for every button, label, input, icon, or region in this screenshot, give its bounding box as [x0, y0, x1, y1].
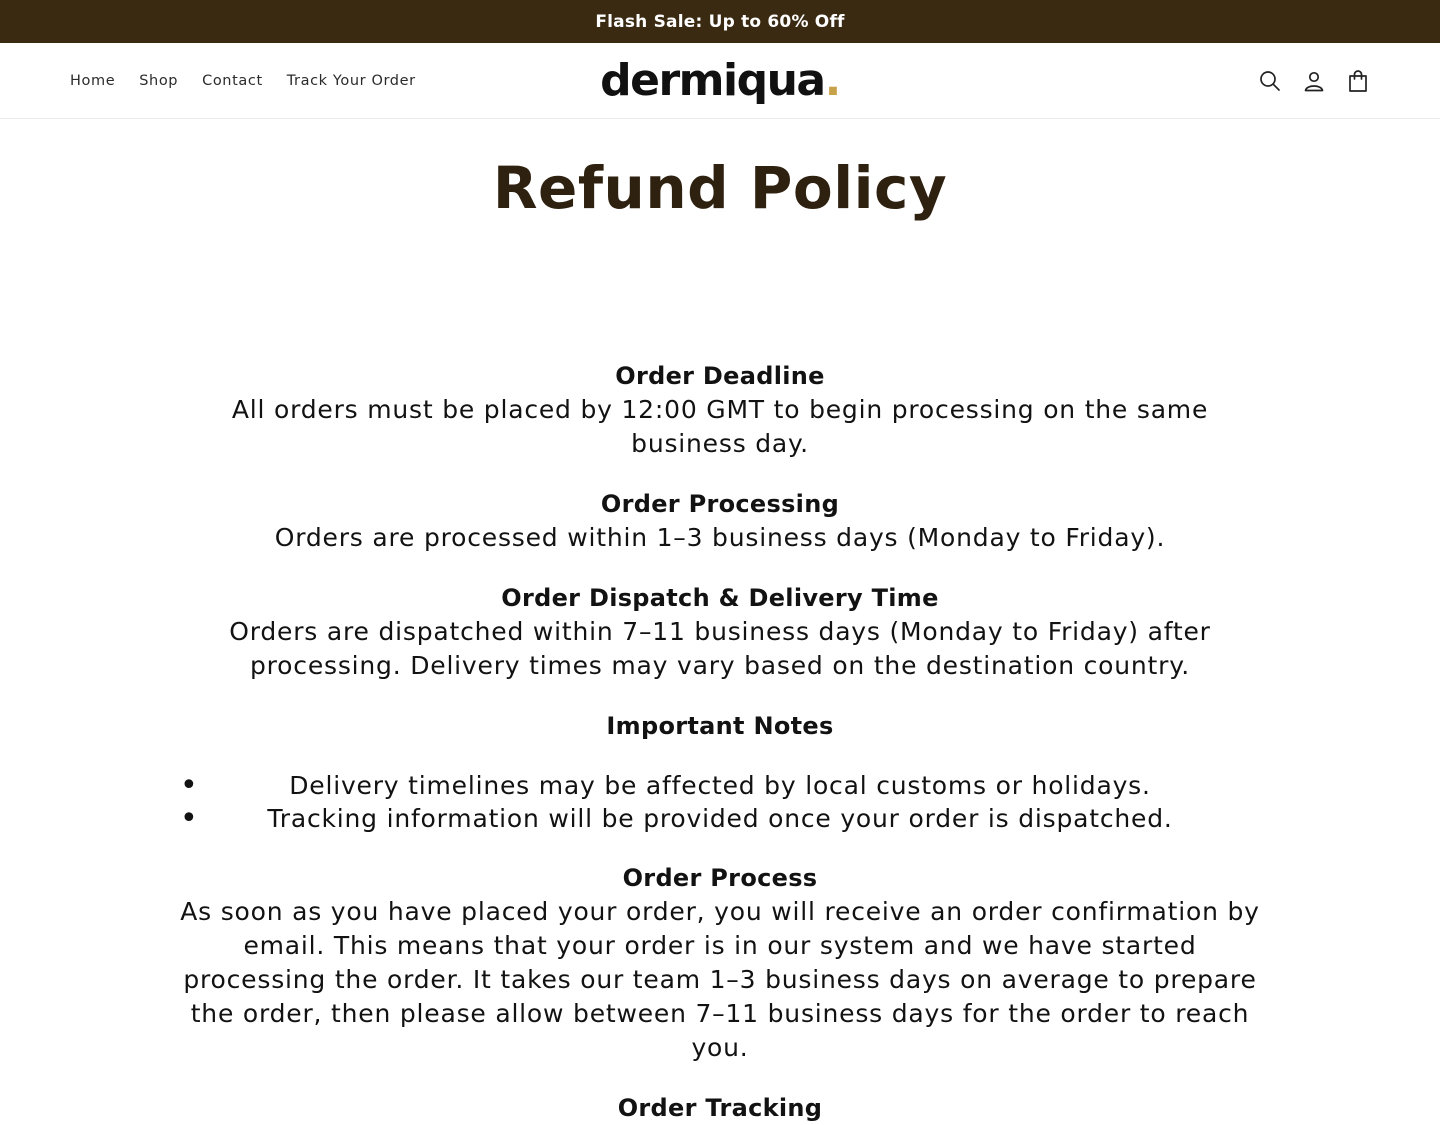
section-heading-important-notes: Important Notes — [606, 711, 834, 740]
important-notes-list — [175, 769, 1265, 835]
announcement-text: Flash Sale: Up to 60% Off — [595, 11, 845, 32]
logo-text: dermiqua — [600, 54, 825, 106]
account-icon[interactable] — [1302, 69, 1326, 93]
list-item: • Tracking information will be provided once your order is dispatched. — [175, 802, 1265, 835]
section-heading-order-processing: Order Processing — [600, 489, 840, 518]
logo-dot: . — [824, 54, 840, 106]
section-heading-order-process: Order Process — [622, 863, 818, 892]
announcement-bar — [0, 0, 1440, 43]
main-nav — [70, 73, 416, 89]
section-text-dispatch-delivery: Orders are dispatched within 7–11 business days (Monday to Friday) after processing. Delivery times may vary based on the destination country. — [229, 616, 1211, 680]
nav-shop[interactable]: Shop — [139, 72, 179, 89]
nav-contact[interactable]: Contact — [202, 72, 263, 89]
header-icons — [1258, 69, 1370, 93]
cart-icon[interactable] — [1346, 69, 1370, 93]
nav-home[interactable]: Home — [70, 72, 116, 89]
page-title: Refund Policy — [492, 154, 948, 222]
site-logo[interactable] — [600, 54, 840, 106]
section-heading-order-deadline: Order Deadline — [615, 361, 825, 390]
section-heading-order-tracking: Order Tracking — [617, 1093, 823, 1122]
site-header — [0, 43, 1440, 119]
list-item: • Delivery timelines may be affected by local customs or holidays. — [175, 769, 1265, 802]
search-icon[interactable] — [1258, 69, 1282, 93]
nav-track-your-order[interactable]: Track Your Order — [286, 72, 416, 89]
section-text-order-deadline: All orders must be placed by 12:00 GMT to begin processing on the same business day. — [231, 394, 1209, 458]
main-content — [0, 154, 1440, 1125]
section-text-order-process: As soon as you have placed your order, you will receive an order confirmation by email. This means that your order is in our system and we have started processing the order. It takes our team 1–3 business days on average to prepare the order, then please allow between 7–11 business days for the order to reach you. — [180, 896, 1260, 1062]
section-heading-dispatch-delivery: Order Dispatch & Delivery Time — [501, 583, 939, 612]
policy-content — [175, 359, 1265, 1125]
section-text-order-processing: Orders are processed within 1–3 business days (Monday to Friday). — [274, 522, 1166, 552]
